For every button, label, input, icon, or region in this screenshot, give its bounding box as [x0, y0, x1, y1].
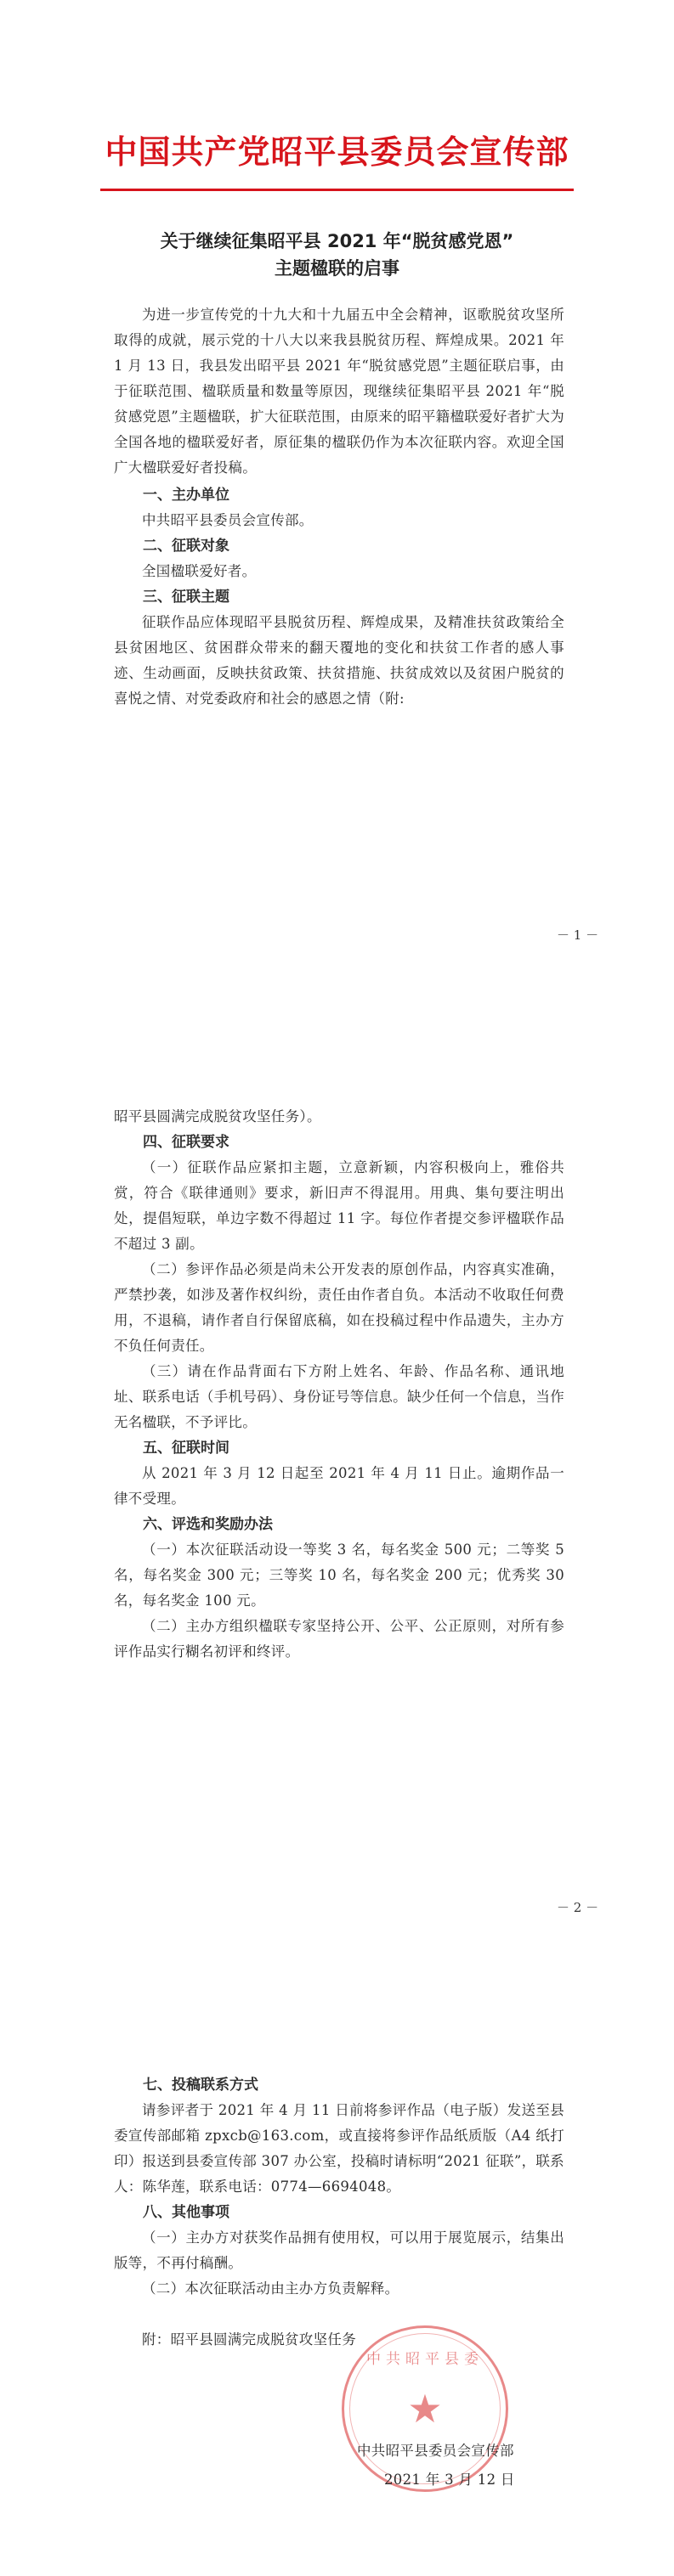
attachment-note: 附：昭平县圆满完成脱贫攻坚任务	[142, 2331, 356, 2348]
red-divider	[100, 189, 574, 191]
section6-heading: 六、评选和奖励办法	[143, 1516, 273, 1533]
section6-item1: （一）本次征联活动设一等奖 3 名，每名奖金 500 元；二等奖 5 名，每名奖金 300 元；三等奖 10 名，每名奖金 200 元；优秀奖 30 名，每名奖金 100 元。	[114, 1542, 564, 1609]
doc-title-line2: 主题楹联的启事	[275, 258, 399, 279]
page-number-1: － 1 －	[557, 927, 599, 943]
section3-text-part2: 昭平县圆满完成脱贫攻坚任务）。	[114, 1108, 321, 1125]
section8-heading: 八、其他事项	[143, 2204, 229, 2221]
seal-star-icon: ★	[407, 2386, 443, 2432]
signature-org: 中共昭平县委员会宣传部	[357, 2443, 514, 2459]
section2-heading: 二、征联对象	[143, 538, 229, 555]
issuer-header: 中国共产党昭平县委员会宣传部	[105, 133, 569, 171]
section8-item1: （一）主办方对获奖作品拥有使用权，可以用于展览展示，结集出版等，不再付稿酬。	[114, 2229, 564, 2271]
section5-heading: 五、征联时间	[143, 1440, 229, 1457]
section2-text: 全国楹联爱好者。	[142, 563, 257, 579]
section1-text: 中共昭平县委员会宣传部。	[142, 512, 314, 528]
section6-item2: （二）主办方组织楹联专家坚持公开、公平、公正原则，对所有参评作品实行糊名初评和终评。	[114, 1618, 564, 1660]
intro-paragraph: 为进一步宣传党的十九大和十九届五中全会精神，讴歌脱贫攻坚所取得的成就，展示党的十八大以来我县脱贫历程、辉煌成果。2021 年 1 月 13 日，我县发出昭平县 2021 年“脱贫感党恩”主题征联启事，由于征联范围、楹联质量和数量等原因，现继续征集昭平县 2021 年“脱贫感党恩”主题楹联，扩大征联范围，由原来的昭平籍楹联爱好者扩大为全国各地的楹联爱好者，原征集的楹联仍作为本次征联内容。欢迎全国广大楹联爱好者投稿。	[114, 307, 564, 476]
section3-heading: 三、征联主题	[143, 589, 229, 606]
section7-text: 请参评者于 2021 年 4 月 11 日前将参评作品（电子版）发送至县委宣传部邮箱 zpxcb@163.com，或直接将参评作品纸质版（A4 纸打印）报送到县委宣传部 307 办公室，投稿时请标明“2021 征联”，联系人：陈华莲，联系电话：0774—6694048。	[114, 2102, 564, 2195]
page3-body	[114, 2072, 564, 2353]
doc-title-line1: 关于继续征集昭平县 2021 年“脱贫感党恩”	[160, 231, 514, 251]
section5-text: 从 2021 年 3 月 12 日起至 2021 年 4 月 11 日止。逾期作品一律不受理。	[114, 1465, 564, 1507]
page1-body	[114, 302, 564, 712]
section4-heading: 四、征联要求	[143, 1134, 229, 1151]
section3-text-part1: 征联作品应体现昭平县脱贫历程、辉煌成果，及精准扶贫政策给全县贫困地区、贫困群众带来的翻天覆地的变化和扶贫工作者的感人事迹、生动画面，反映扶贫政策、扶贫措施、扶贫成效以及贫困户脱贫的喜悦之情、对党委政府和社会的感恩之情（附:	[114, 614, 564, 707]
section1-heading: 一、主办单位	[143, 487, 229, 504]
section4-item1: （一）征联作品应紧扣主题，立意新颖，内容积极向上，雅俗共赏，符合《联律通则》要求，新旧声不得混用。用典、集句要注明出处，提倡短联，单边字数不得超过 11 字。每位作者提交参评楹联作品不超过 3 副。	[114, 1159, 564, 1252]
section4-item2: （二）参评作品必须是尚未公开发表的原创作品，内容真实准确，严禁抄袭，如涉及著作权纠纷，责任由作者自负。本活动不收取任何费用，不退稿，请作者自行保留底稿，如在投稿过程中作品遗失，主办方不负任何责任。	[114, 1261, 564, 1354]
section4-item3: （三）请在作品背面右下方附上姓名、年龄、作品名称、通讯地址、联系电话（手机号码）、身份证号等信息。缺少任何一个信息，当作无名楹联，不予评比。	[114, 1363, 564, 1430]
section8-item2: （二）本次征联活动由主办方负责解释。	[142, 2280, 399, 2297]
page-number-2: － 2 －	[557, 1900, 599, 1915]
seal-text: 中共昭平县委	[366, 2351, 484, 2368]
section7-heading: 七、投稿联系方式	[143, 2077, 258, 2094]
page2-body	[114, 1104, 564, 1665]
signature-date: 2021 年 3 月 12 日	[384, 2472, 515, 2488]
official-seal-icon	[342, 2325, 508, 2492]
